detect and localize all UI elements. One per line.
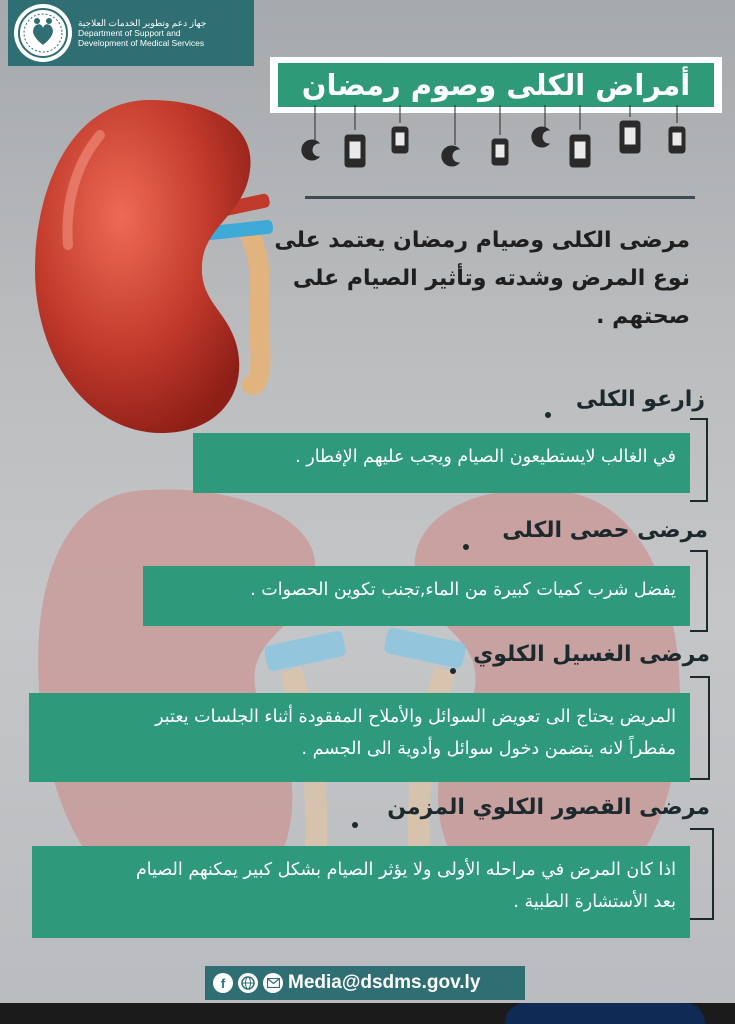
logo-arabic-name: جهاز دعم وتطوير الخدمات العلاجية: [78, 18, 207, 28]
section-heading-chronic-failure: مرضى القصور الكلوي المزمن: [387, 795, 710, 820]
section-heading-transplant: زارعو الكلى: [575, 387, 705, 412]
logo-english-line2: Development of Medical Services: [78, 38, 205, 48]
section-heading-dialysis: مرضى الغسيل الكلوي: [473, 642, 710, 667]
intro-text: مرضى الكلى وصيام رمضان يعتمد على نوع المرض وشدته وتأثير الصيام على صحتهم .: [274, 228, 690, 329]
heading-dot: [545, 412, 551, 418]
cropped-visit-button: [505, 1003, 705, 1024]
page-title: أمراض الكلى وصوم رمضان: [278, 63, 714, 107]
facebook-icon[interactable]: f: [213, 973, 233, 993]
ramadan-lanterns-decoration: [295, 105, 700, 190]
contact-footer: [205, 966, 525, 1000]
kidney-illustration: [30, 95, 280, 440]
section-heading-kidney-stones: مرضى حصى الكلى: [502, 518, 708, 543]
section-connector: [690, 418, 708, 502]
section-text-line1: اذا كان المرض في مراحله الأولى ولا يؤثر الصيام بشكل كبير يمكنهم الصيام: [135, 860, 676, 880]
heading-dot: [463, 544, 469, 550]
heading-dot: [450, 668, 456, 674]
section-box-transplant: [193, 433, 690, 493]
section-connector: [690, 550, 708, 632]
heading-dot: [352, 822, 358, 828]
section-text: في الغالب لايستطيعون الصيام ويجب عليهم الإفطار .: [295, 447, 676, 467]
section-text-line1: المريض يحتاج الى تعويض السوائل والأملاح المفقودة أثناء الجلسات يعتبر: [155, 707, 676, 727]
email-icon[interactable]: [263, 973, 283, 993]
logo-english-line1: Department of Support and: [78, 28, 181, 38]
logo-text: [78, 18, 206, 48]
section-box-chronic-failure: [32, 846, 690, 938]
section-box-dialysis: [29, 693, 690, 782]
globe-icon[interactable]: [238, 973, 258, 993]
logo-emblem-icon: [14, 4, 72, 62]
section-connector: [690, 828, 714, 920]
organization-logo: [8, 0, 254, 66]
contact-email[interactable]: Media@dsdms.gov.ly: [288, 972, 481, 993]
title-divider: [305, 196, 695, 199]
section-text: يفضل شرب كميات كبيرة من الماء,تجنب تكوين الحصوات .: [250, 580, 676, 600]
bottom-cropped-strip: [0, 1003, 735, 1024]
section-text-line2: بعد الأستشارة الطبية .: [513, 892, 676, 912]
section-box-kidney-stones: [143, 566, 690, 626]
section-text-line2: مفطراً لانه يتضمن دخول سوائل وأدوية الى الجسم .: [301, 739, 676, 759]
section-connector: [690, 676, 710, 780]
